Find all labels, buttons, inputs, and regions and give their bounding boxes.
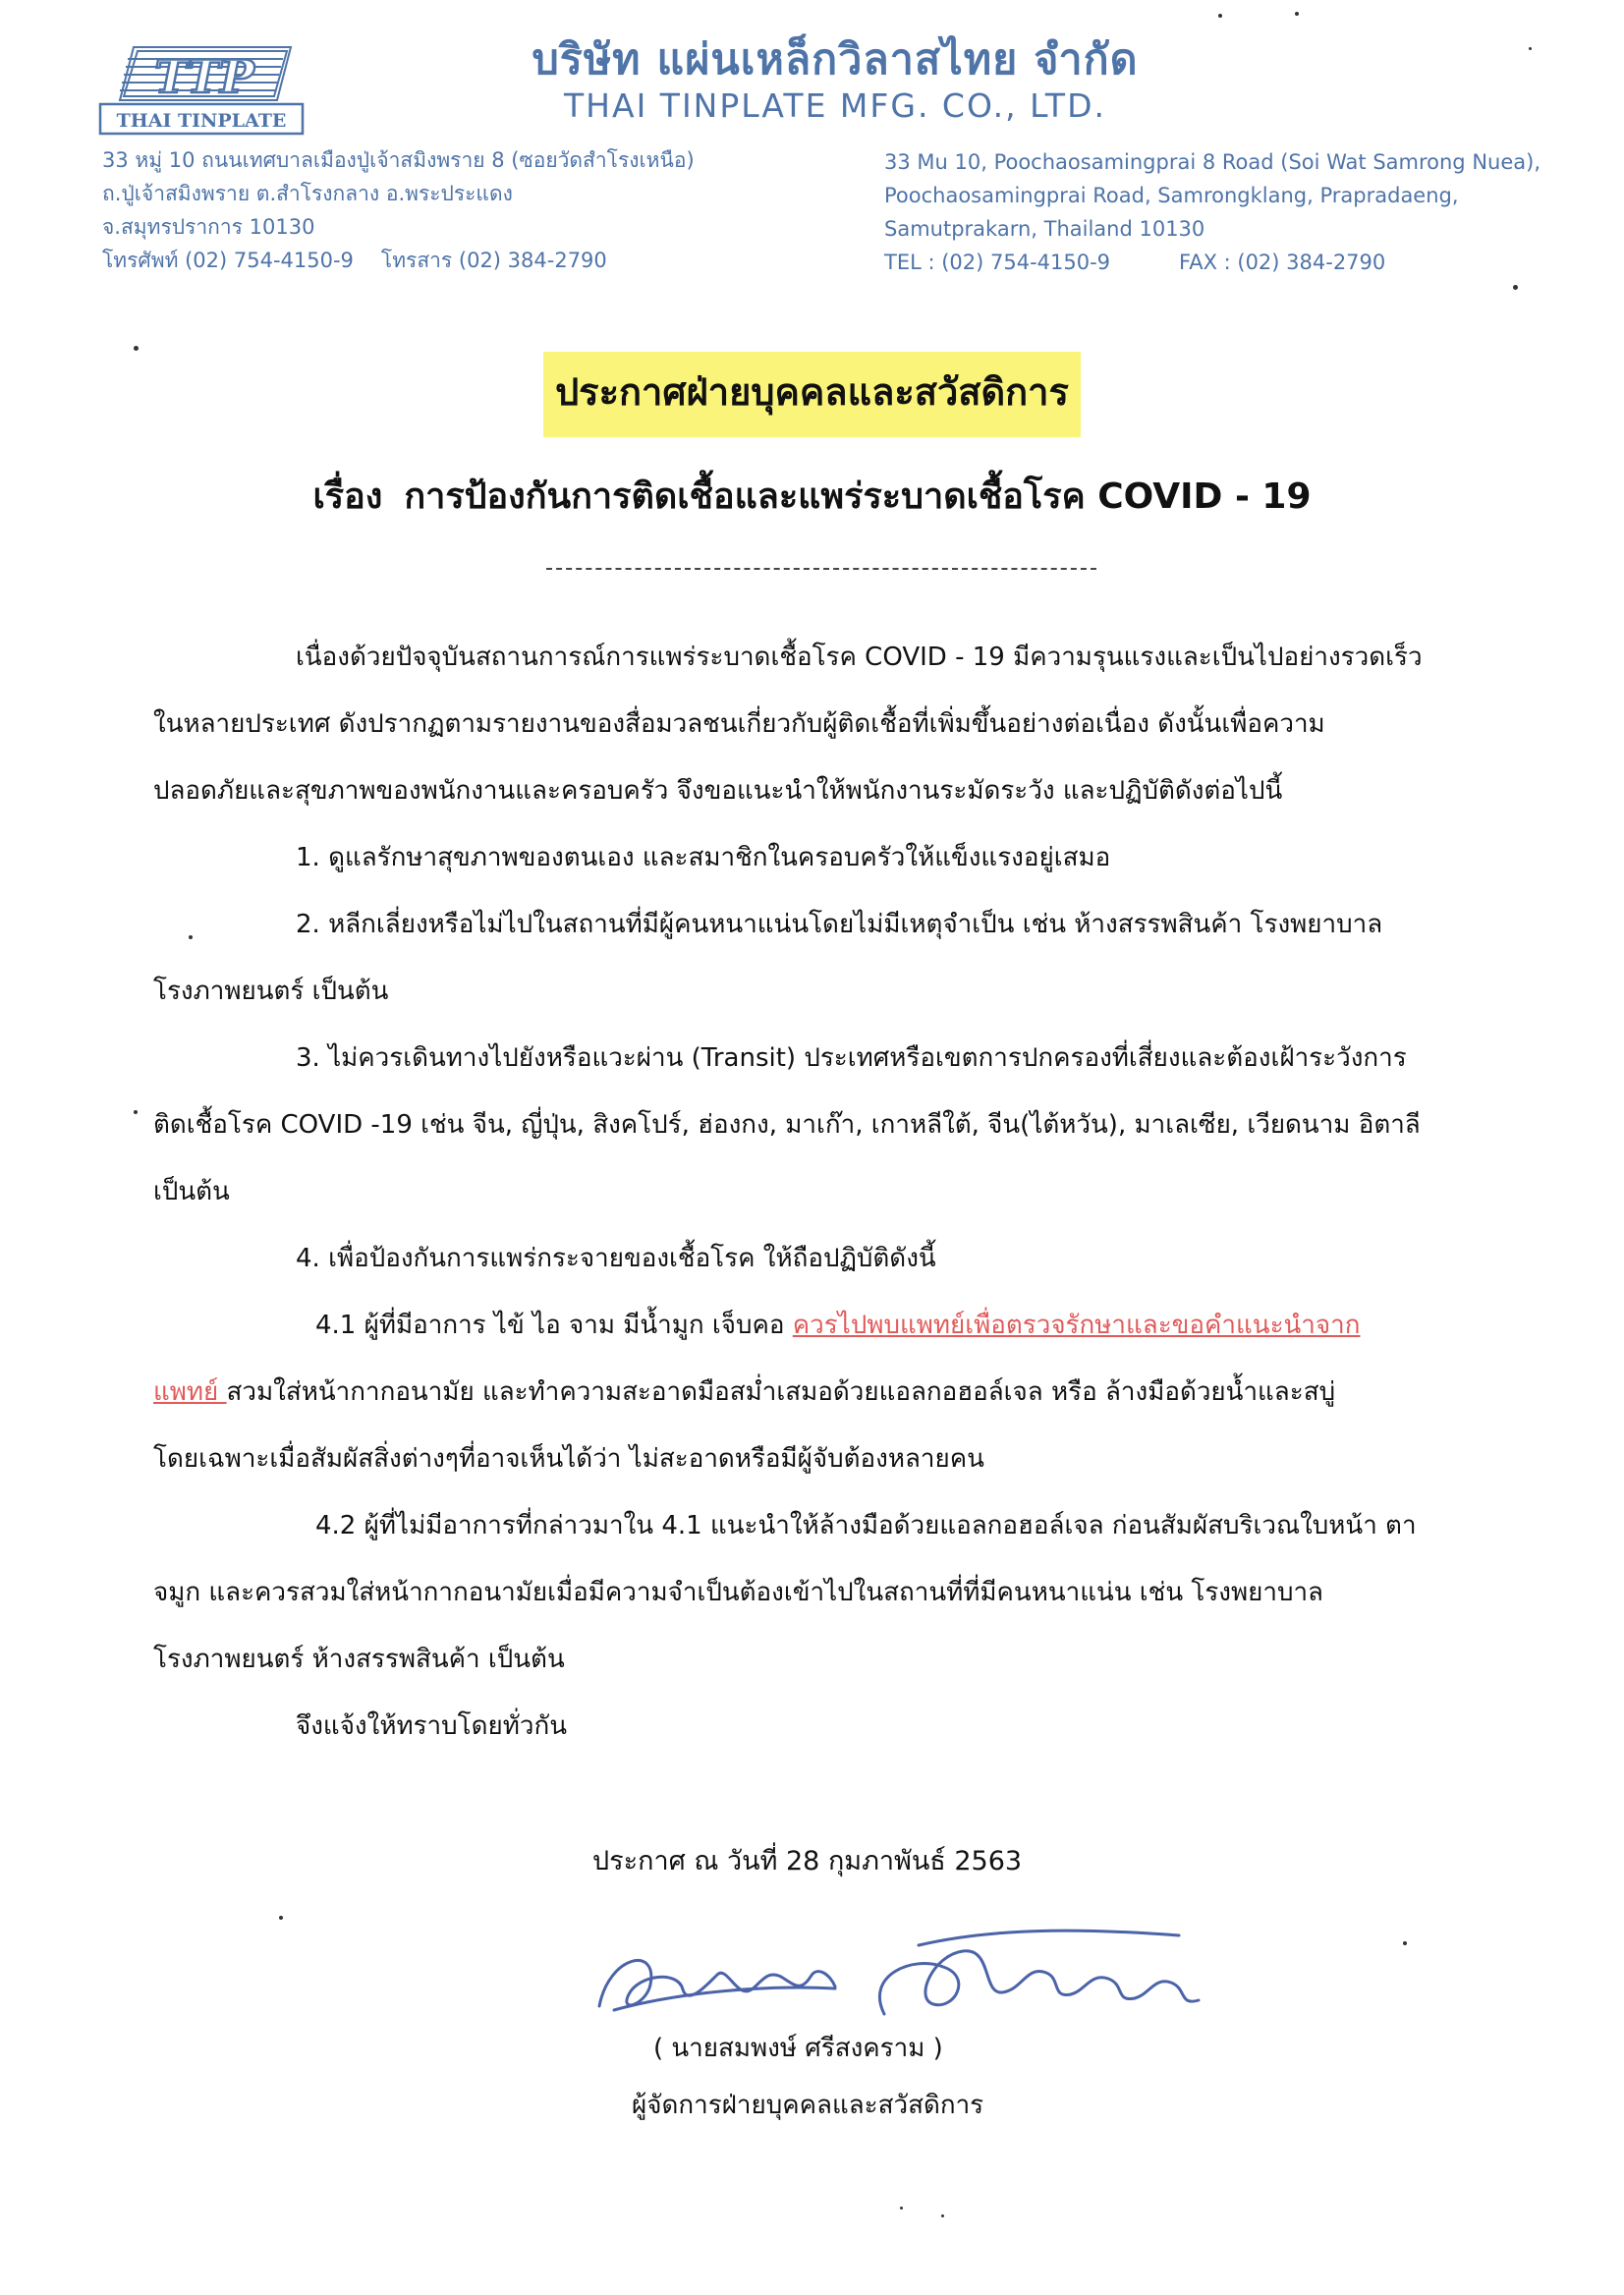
- announcement-subject: [0, 468, 1624, 524]
- scan-speck: [279, 1916, 283, 1920]
- scan-speck: [1513, 285, 1518, 290]
- address-english-line1: 33 Mu 10, Poochaosamingprai 8 Road (Soi Wat Samrong Nuea),: [884, 150, 1540, 174]
- item-4-1-line2-rest: สวมใส่หน้ากากอนามัย และทำความสะอาดมือสม่ำเสมอด้วยแอลกอฮอล์เจล หรือ ล้างมือด้วยน้ำและสบู่: [226, 1377, 1336, 1407]
- item-1: 1. ดูแลรักษาสุขภาพของตนเอง และสมาชิกในครอบครัวให้แข็งแรงอยู่เสมอ: [296, 843, 1111, 872]
- address-english-line3: Samutprakarn, Thailand 10130: [884, 217, 1205, 241]
- thai-tinplate-logo: [94, 39, 312, 138]
- address-thai-line1: 33 หมู่ 10 ถนนเทศบาลเมืองปู่เจ้าสมิงพราย 8 (ซอยวัดสำโรงเหนือ): [102, 148, 695, 172]
- signer-name: ( นายสมพงษ์ ศรีสงคราม ): [653, 2034, 943, 2063]
- item-4-1-line1: [315, 1305, 1360, 1345]
- logo-mark: TTP: [154, 50, 254, 103]
- item-4-1-prefix: 4.1 ผู้ที่มีอาการ ไข้ ไอ จาม มีน้ำมูก เจ็บคอ: [315, 1311, 793, 1340]
- scan-speck: [134, 1110, 138, 1114]
- intro-line1: เนื่องด้วยปัจจุบันสถานการณ์การแพร่ระบาดเชื้อโรค COVID - 19 มีความรุนแรงและเป็นไปอย่างรวดเร็ว: [296, 643, 1423, 672]
- scan-speck: [1403, 1941, 1407, 1945]
- scan-speck: [941, 2214, 944, 2217]
- doctor-advice-link-continued[interactable]: แพทย์: [153, 1377, 227, 1407]
- announcement-heading: [0, 352, 1624, 437]
- fax-english: FAX : (02) 384-2790: [1179, 251, 1386, 274]
- contact-thai: [102, 244, 695, 277]
- subject-label: เรื่อง: [312, 476, 383, 517]
- item-4-2-line1: 4.2 ผู้ที่ไม่มีอาการที่กล่าวมาใน 4.1 แนะนำให้ล้างมือด้วยแอลกอฮอล์เจล ก่อนสัมผัสบริเวณใบหน้า ตา: [315, 1511, 1417, 1540]
- intro-line2: ในหลายประเทศ ดังปรากฏตามรายงานของสื่อมวลชนเกี่ยวกับผู้ติดเชื้อที่เพิ่มขึ้นอย่างต่อเนื่อง ดังนั้นเพื่อความ: [153, 709, 1325, 739]
- handwritten-signature: [589, 1916, 1218, 2043]
- address-thai-line3: จ.สมุทรปราการ 10130: [102, 215, 315, 239]
- item-3-line2: ติดเชื้อโรค COVID -19 เช่น จีน, ญี่ปุ่น, สิงคโปร์, ฮ่องกง, มาเก๊า, เกาหลีใต้, จีน(ไต้หวัน), มาเลเซีย, เวียดนาม อิตาลี: [153, 1110, 1421, 1140]
- company-name-thai: บริษัท แผ่นเหล็กวิลาสไทย จำกัด: [532, 35, 1139, 84]
- scan-speck: [189, 935, 193, 939]
- item-3-line1: 3. ไม่ควรเดินทางไปยังหรือแวะผ่าน (Transit) ประเทศหรือเขตการปกครองที่เสี่ยงและต้องเฝ้าระวังการ: [296, 1043, 1407, 1073]
- subject-text: การป้องกันการติดเชื้อและแพร่ระบาดเชื้อโรค COVID - 19: [404, 476, 1312, 517]
- intro-line3: ปลอดภัยและสุขภาพของพนักงานและครอบครัว จึงขอแนะนำให้พนักงานระมัดระวัง และปฏิบัติดังต่อไปนี้: [153, 776, 1283, 806]
- contact-english: [884, 246, 1540, 279]
- logo-text: THAI TINPLATE: [116, 110, 287, 132]
- phone-english: TEL : (02) 754-4150-9: [884, 251, 1111, 274]
- item-4-2-line2: จมูก และควรสวมใส่หน้ากากอนามัยเมื่อมีความจำเป็นต้องเข้าไปในสถานที่ที่มีคนหนาแน่น เช่น โรงพยาบาล: [153, 1578, 1323, 1607]
- scan-speck: [900, 2207, 903, 2210]
- scan-speck: [1529, 47, 1532, 50]
- item-4-1-line2: [153, 1371, 1335, 1412]
- doctor-advice-link[interactable]: ควรไปพบแพทย์เพื่อตรวจรักษาและขอคำแนะนำจาก: [792, 1311, 1361, 1340]
- scan-speck: [1295, 12, 1299, 16]
- address-thai-line2: ถ.ปู่เจ้าสมิงพราย ต.สำโรงกลาง อ.พระประแดง: [102, 182, 513, 205]
- item-4-1-line3: โดยเฉพาะเมื่อสัมผัสสิ่งต่างๆที่อาจเห็นได้ว่า ไม่สะอาดหรือมีผู้จับต้องหลายคน: [153, 1444, 984, 1474]
- dashed-divider: [546, 568, 1096, 570]
- signer-title: ผู้จัดการฝ่ายบุคคลและสวัสดิการ: [632, 2091, 984, 2120]
- fax-thai: โทรสาร (02) 384-2790: [380, 249, 607, 272]
- item-2-line2: โรงภาพยนตร์ เป็นต้น: [153, 977, 389, 1006]
- closing-line: จึงแจ้งให้ทราบโดยทั่วกัน: [296, 1711, 567, 1741]
- announcement-title: ประกาศฝ่ายบุคคลและสวัสดิการ: [543, 352, 1081, 437]
- item-3-line3: เป็นต้น: [153, 1177, 230, 1206]
- phone-thai: โทรศัพท์ (02) 754-4150-9: [102, 249, 354, 272]
- item-4: 4. เพื่อป้องกันการแพร่กระจายของเชื้อโรค ให้ถือปฏิบัติดังนี้: [296, 1244, 936, 1273]
- address-english-line2: Poochaosamingprai Road, Samrongklang, Prapradaeng,: [884, 184, 1459, 207]
- scan-speck: [1218, 14, 1222, 18]
- scan-speck: [134, 346, 139, 351]
- address-english: [884, 145, 1540, 279]
- item-4-2-line3: โรงภาพยนตร์ ห้างสรรพสินค้า เป็นต้น: [153, 1645, 565, 1674]
- address-thai: [102, 143, 695, 277]
- announcement-date: ประกาศ ณ วันที่ 28 กุมภาพันธ์ 2563: [592, 1846, 1023, 1876]
- company-name-english: THAI TINPLATE MFG. CO., LTD.: [564, 86, 1106, 125]
- item-2-line1: 2. หลีกเลี่ยงหรือไม่ไปในสถานที่มีผู้คนหนาแน่นโดยไม่มีเหตุจำเป็น เช่น ห้างสรรพสินค้า โรงพยาบาล: [296, 910, 1383, 939]
